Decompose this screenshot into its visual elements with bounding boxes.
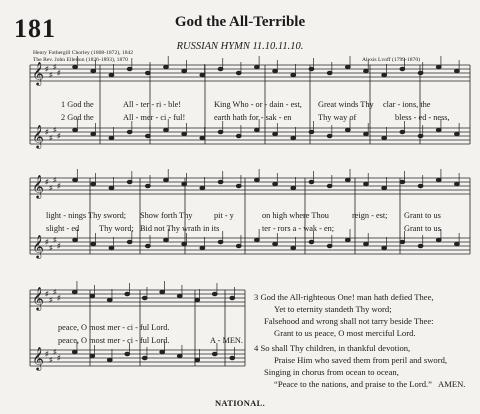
- system1-bass-note: [309, 130, 314, 133]
- system1-treble-sharp: ♯: [45, 65, 49, 73]
- lyric-s1v1-e: clar - ions, the: [383, 100, 431, 109]
- system3-treble-note: [107, 298, 112, 301]
- system2-treble-note: [236, 184, 241, 187]
- system2-treble-note: [345, 178, 350, 181]
- system2-bass-note: [327, 244, 332, 247]
- system1-bass-note: [345, 128, 350, 131]
- system2-treble-note: [182, 182, 187, 185]
- system2-treble-note: [109, 186, 114, 189]
- system3-bass-note: [125, 352, 130, 355]
- lyric-s2v1-d: on high where Thou: [262, 211, 329, 220]
- system2-bass-sharp: ♯: [53, 236, 57, 244]
- system1-bass-sharp: ♯: [45, 128, 49, 136]
- system1-treble-note: [345, 65, 350, 68]
- verse3-line1: 3 God the All-righteous One! man hath defied Thee,: [254, 292, 434, 302]
- verse-amen: AMEN.: [438, 379, 466, 389]
- system1-bass-note: [164, 128, 169, 131]
- system3-bass-sharp: ♯: [45, 350, 49, 358]
- system2-treble-sharp: ♯: [53, 176, 57, 184]
- lyric-s1v1-c: King Who - or - dain - est,: [214, 100, 302, 109]
- system3-bass-note: [230, 356, 235, 359]
- tune-name: RUSSIAN HYMN 11.10.11.10.: [176, 41, 304, 52]
- system2-bass-note: [291, 246, 296, 249]
- system2-bass-note: [236, 244, 241, 247]
- system1-treble-clef: 𝄞: [32, 61, 44, 85]
- system2-bass-note: [73, 238, 78, 241]
- system2-bass-note: [255, 238, 260, 241]
- system3-bass-note: [195, 358, 200, 361]
- system1-bass-note: [91, 132, 96, 135]
- system3-treble-clef: 𝄞: [32, 286, 44, 310]
- system2-treble-note: [255, 178, 260, 181]
- system1-treble-sharp: ♯: [57, 69, 61, 77]
- system3-treble-note: [142, 296, 147, 299]
- system2-treble-note: [327, 184, 332, 187]
- hymn-title: God the All-Terrible: [174, 14, 306, 30]
- system3-bass-sharp: ♯: [53, 348, 57, 356]
- lyric-s2v1-b: Show forth Thy: [140, 211, 193, 220]
- system2-bass-note: [145, 244, 150, 247]
- system1-treble-note: [73, 65, 78, 68]
- lyric-s1v1-d: Great winds Thy: [318, 100, 374, 109]
- system1-treble-note: [91, 69, 96, 72]
- system1-bass-note: [218, 130, 223, 133]
- system3-treble-note: [90, 294, 95, 297]
- system1-treble-note: [382, 73, 387, 76]
- system2-treble-note: [164, 178, 169, 181]
- system2-bass-clef: 𝄞: [32, 234, 44, 258]
- system1-treble-sharp: ♯: [53, 63, 57, 71]
- system3-treble-note: [160, 290, 165, 293]
- system3-bass-note: [177, 354, 182, 357]
- system3-bass-note: [212, 352, 217, 355]
- system3-bass-note: [72, 350, 77, 353]
- system1-bass-note: [291, 136, 296, 139]
- lyric-s2v2-e: Grant to us: [404, 224, 441, 233]
- music-credit: Alexis Lvoff (1799-1870): [362, 57, 420, 63]
- system1-treble-note: [218, 67, 223, 70]
- system2-bass-sharp: ♯: [57, 242, 61, 250]
- system2-bass-note: [182, 242, 187, 245]
- verse4-line4: “Peace to the nations, and praise to the Lord.”: [274, 379, 432, 389]
- system2-treble-note: [309, 180, 314, 183]
- system3-treble-note: [212, 292, 217, 295]
- system2-treble-note: [145, 184, 150, 187]
- lyric-s2v2-d: ter - rors a - wak - en;: [262, 224, 335, 233]
- lyric-s1v2-d: Thy way of: [318, 113, 357, 122]
- lyric-s2v1-f: Grant to us: [404, 211, 441, 220]
- footer-category: NATIONAL.: [214, 398, 265, 408]
- system1-bass-note: [236, 134, 241, 137]
- system1-bass-note: [200, 136, 205, 139]
- system3-treble-sharp: ♯: [53, 288, 57, 296]
- system2-treble-note: [127, 180, 132, 183]
- lyric-s2v2-c: Bid not Thy wrath in its: [140, 224, 220, 233]
- system3-bass-note: [142, 356, 147, 359]
- system2-bass-note: [364, 242, 369, 245]
- system2-treble-sharp: ♯: [45, 178, 49, 186]
- system1-bass-note: [255, 128, 260, 131]
- system2-bass-note: [109, 246, 114, 249]
- system2-bass-note: [345, 238, 350, 241]
- system1-bass-note: [182, 132, 187, 135]
- system2-bass-sharp: ♯: [45, 238, 49, 246]
- system3-treble-sharp: ♯: [45, 290, 49, 298]
- system1-bass-note: [382, 136, 387, 139]
- system1-treble-note: [109, 73, 114, 76]
- system2-treble-note: [218, 180, 223, 183]
- system3-treble-note: [177, 294, 182, 297]
- verse4-line2: Praise Him who saved them from peril and sword,: [274, 355, 448, 365]
- system1-bass-note: [418, 134, 423, 137]
- system1-treble-note: [327, 71, 332, 74]
- system1-treble-note: [164, 65, 169, 68]
- verse4-line1: 4 So shall Thy children, in thankful devotion,: [254, 343, 411, 353]
- system2-treble-note: [73, 178, 78, 181]
- system3-treble-note: [195, 298, 200, 301]
- system1-treble-note: [182, 69, 187, 72]
- system1-bass-note: [327, 134, 332, 137]
- system2-bass-note: [382, 246, 387, 249]
- system2-bass-note: [309, 240, 314, 243]
- lyric-s2v1-c: pit - y: [214, 211, 234, 220]
- system2-treble-note: [382, 186, 387, 189]
- system2-bass-note: [455, 242, 460, 245]
- lyric-s2v2-a: slight - ed: [46, 224, 80, 233]
- system1-bass-note: [73, 128, 78, 131]
- system2-treble-note: [455, 182, 460, 185]
- system2-bass-note: [218, 240, 223, 243]
- system1-treble-note: [436, 65, 441, 68]
- system1-treble-note: [273, 69, 278, 72]
- lyric-s3v1: peace, O most mer - ci - ful Lord.: [58, 323, 170, 332]
- system1-treble-note: [145, 71, 150, 74]
- system1-treble-note: [400, 67, 405, 70]
- system1-treble-note: [418, 71, 423, 74]
- system1-bass-note: [273, 132, 278, 135]
- system1-bass-sharp: ♯: [49, 134, 53, 142]
- system1-bass-note: [145, 134, 150, 137]
- system3-bass-note: [107, 358, 112, 361]
- system1-treble-note: [291, 73, 296, 76]
- lyric-amen: A - MEN.: [210, 336, 243, 345]
- lyric-s3v2: peace, O most mer - ci - ful Lord.: [58, 336, 170, 345]
- verse4-line3: Singing in chorus from ocean to ocean,: [264, 367, 399, 377]
- system3-bass-sharp: ♯: [49, 356, 53, 364]
- system2-treble-note: [291, 186, 296, 189]
- system2-treble-sharp: ♯: [49, 184, 53, 192]
- lyric-s1v1-a: 1 God the: [61, 100, 94, 109]
- system1-treble-note: [255, 65, 260, 68]
- system2-treble-note: [273, 182, 278, 185]
- system1-treble-note: [236, 71, 241, 74]
- system3-treble-sharp: ♯: [49, 296, 53, 304]
- system1-treble-note: [364, 69, 369, 72]
- system1-bass-note: [400, 130, 405, 133]
- system1-bass-sharp: ♯: [57, 132, 61, 140]
- verse3-line4: Grant to us peace, O most merciful Lord.: [274, 328, 416, 338]
- system2-treble-clef: 𝄞: [32, 174, 44, 198]
- system2-treble-sharp: ♯: [57, 182, 61, 190]
- system3-treble-note: [72, 290, 77, 293]
- verse3-line3: Falsehood and wrong shall not tarry beside Thee:: [264, 316, 434, 326]
- system1-bass-note: [455, 132, 460, 135]
- system1-treble-note: [200, 73, 205, 76]
- system1-bass-note: [364, 132, 369, 135]
- system2-treble-note: [418, 184, 423, 187]
- system1-bass-note: [436, 128, 441, 131]
- system2-bass-note: [127, 240, 132, 243]
- system2-bass-note: [273, 242, 278, 245]
- lyric-s1v1-b: All - ter - ri - ble!: [123, 100, 182, 109]
- system3-treble-note: [125, 292, 130, 295]
- system3-bass-clef: 𝄞: [32, 346, 44, 370]
- lyric-s2v2-b: Thy word;: [99, 224, 134, 233]
- system2-bass-sharp: ♯: [49, 244, 53, 252]
- system1-bass-note: [127, 130, 132, 133]
- system2-bass-note: [436, 238, 441, 241]
- system2-bass-note: [200, 246, 205, 249]
- lyric-s1v2-c: earth hath for - sak - en: [214, 113, 292, 122]
- system3-treble-sharp: ♯: [57, 294, 61, 302]
- lyric-s2v1-e: reign - est;: [352, 211, 388, 220]
- lyric-s1v2-a: 2 God the: [61, 113, 94, 122]
- system1-bass-clef: 𝄞: [32, 124, 44, 148]
- lyric-s1v2-b: All - mer - ci - ful!: [123, 113, 186, 122]
- system1-treble-note: [309, 67, 314, 70]
- lyric-s2v1-a: light - nings Thy sword;: [46, 211, 127, 220]
- system2-bass-note: [91, 242, 96, 245]
- system2-treble-note: [400, 180, 405, 183]
- verse3-line2: Yet to eternity standeth Thy word;: [274, 304, 392, 314]
- system1-treble-note: [455, 69, 460, 72]
- system1-bass-note: [109, 136, 114, 139]
- system2-treble-note: [436, 178, 441, 181]
- system2-treble-note: [364, 182, 369, 185]
- system2-bass-note: [164, 238, 169, 241]
- system1-treble-sharp: ♯: [49, 71, 53, 79]
- system2-treble-note: [200, 186, 205, 189]
- system3-treble-note: [230, 296, 235, 299]
- system1-bass-sharp: ♯: [53, 126, 57, 134]
- words-credit-1: Henry Fothergill Chorley (1808-1872), 1842: [33, 50, 134, 56]
- system3-bass-note: [160, 350, 165, 353]
- lyric-s1v2-e: bless - ed - ness,: [395, 113, 450, 122]
- system2-bass-note: [418, 244, 423, 247]
- system3-bass-note: [90, 354, 95, 357]
- system1-treble-note: [127, 67, 132, 70]
- system2-treble-note: [91, 182, 96, 185]
- words-credit-2: The Rev. John Ellerton (1826-1893), 1870: [33, 57, 128, 63]
- system2-bass-note: [400, 240, 405, 243]
- system3-bass-sharp: ♯: [57, 354, 61, 362]
- hymn-number: 181: [14, 14, 56, 43]
